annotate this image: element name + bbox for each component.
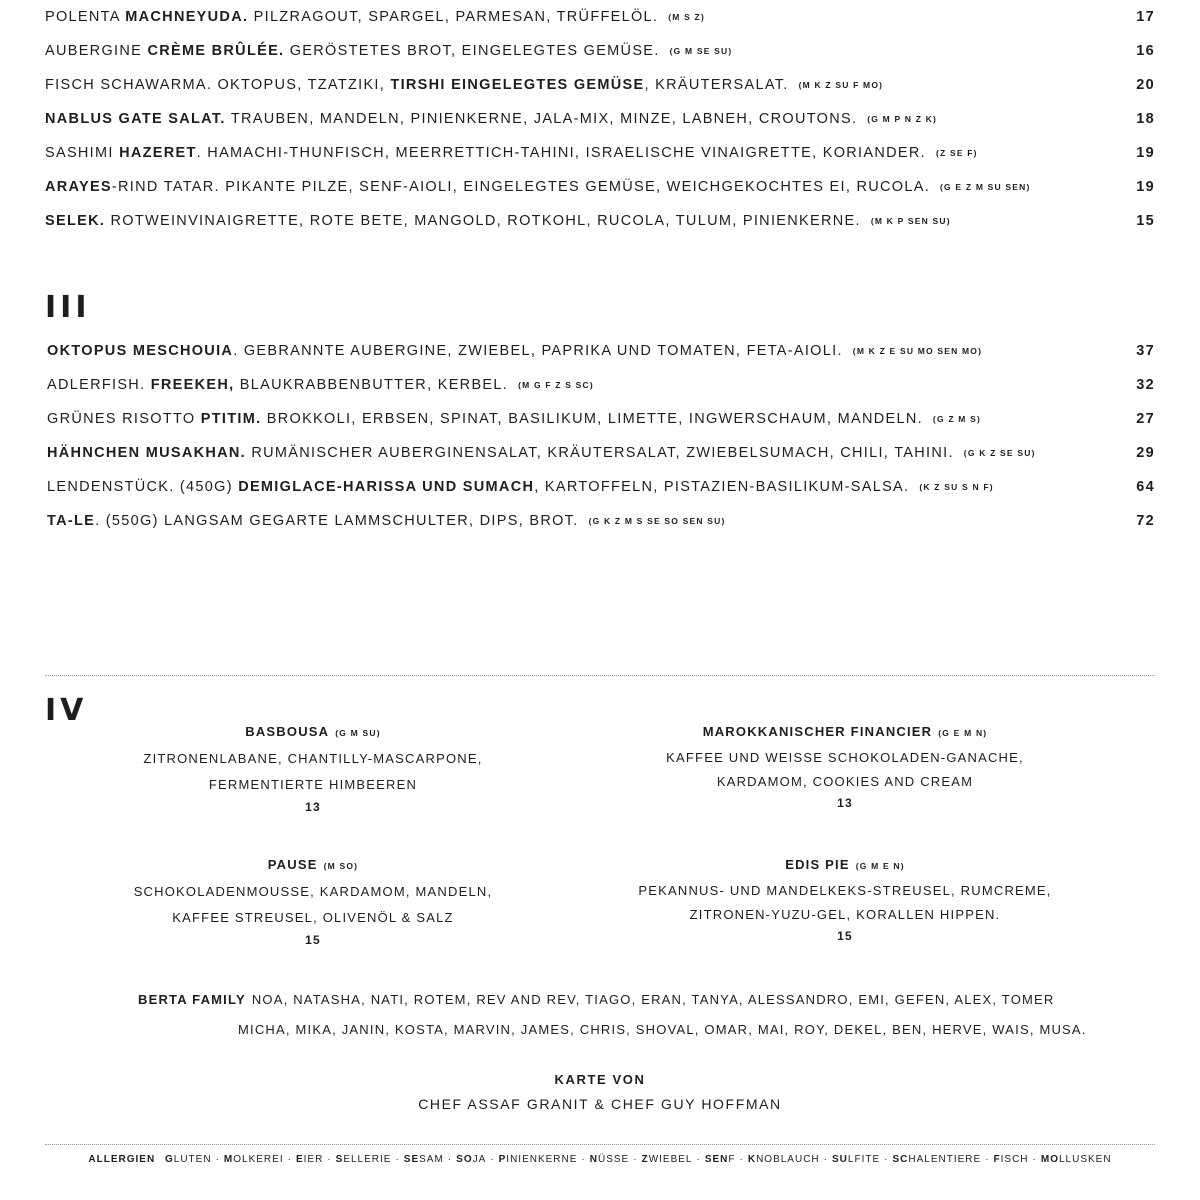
dessert-allergens: (M SO) (323, 861, 359, 871)
dessert-description-line: KAFFEE STREUSEL, OLIVENÖL & SALZ (172, 910, 454, 925)
item-name-prefix: POLENTA (45, 9, 126, 25)
item-price: 19 (1136, 145, 1155, 161)
item-price: 64 (1136, 479, 1155, 495)
section-numeral-iii: III (45, 290, 91, 325)
allergen-entry (456, 1154, 486, 1165)
allergen-separator: · (490, 1154, 495, 1165)
allergen-name-rest: F (728, 1154, 736, 1165)
allergen-entry (642, 1154, 693, 1165)
allergen-separator: · (327, 1154, 332, 1165)
allergen-entry (499, 1154, 578, 1165)
item-description: , KRÄUTERSALAT. (644, 77, 789, 93)
menu-item (45, 111, 1155, 127)
item-price: 32 (1136, 377, 1155, 393)
menu-item (45, 145, 1155, 161)
menu-item (47, 445, 1155, 461)
allergen-code: S (335, 1154, 344, 1165)
item-description: . GEBRANNTE AUBERGINE, ZWIEBEL, PAPRIKA UND TOMATEN, FETA-AIOLI. (233, 343, 843, 359)
allergen-separator: · (823, 1154, 828, 1165)
allergen-name-rest: IER (303, 1154, 324, 1165)
item-name-prefix: LENDENSTÜCK. (450G) (47, 479, 239, 495)
item-price: 29 (1136, 445, 1155, 461)
allergen-name-rest: INIENKERNE (506, 1154, 578, 1165)
item-allergens: (G K Z M S SE SO SEN SU) (588, 516, 726, 526)
item-allergens: (G Z M S) (932, 414, 982, 424)
menu-item (47, 343, 1155, 359)
item-name: ARAYES (45, 179, 112, 195)
dessert-name: MAROKKANISCHER FINANCIER (702, 724, 933, 739)
item-name: TIRSHI EINGELEGTES GEMÜSE (390, 77, 645, 93)
dessert-description-line: FERMENTIERTE HIMBEEREN (208, 777, 418, 792)
item-price: 19 (1136, 179, 1155, 195)
item-name: CRÈME BRÛLÉE. (147, 43, 285, 59)
dessert-price: 13 (305, 800, 321, 814)
allergen-entry (224, 1154, 284, 1165)
menu-item (45, 213, 1155, 229)
dessert-description-line: KARDAMOM, COOKIES AND CREAM (716, 774, 974, 789)
item-description: ROTWEINVINAIGRETTE, ROTE BETE, MANGOLD, ROTKOHL, RUCOLA, TULUM, PINIENKERNE. (105, 213, 861, 229)
item-name-prefix: GRÜNES RISOTTO (47, 411, 201, 427)
item-price: 17 (1136, 9, 1155, 25)
item-name-prefix: ADLERFISH. (47, 377, 151, 393)
allergen-separator: · (985, 1154, 990, 1165)
allergen-entry (832, 1154, 880, 1165)
item-name: OKTOPUS MESCHOUIA (47, 343, 234, 359)
allergen-code: SEN (704, 1154, 729, 1165)
allergen-name-rest: WIEBEL (648, 1154, 693, 1165)
allergen-name-rest: HALENTIERE (908, 1154, 982, 1165)
allergen-separator: · (447, 1154, 453, 1165)
allergen-code: SE (403, 1154, 420, 1165)
item-allergens: (G E Z M SU SEN) (940, 182, 1031, 192)
allergen-code: SU (832, 1154, 848, 1165)
menu-item (47, 479, 1155, 495)
item-name-prefix: FISCH SCHAWARMA. OKTOPUS, TZATZIKI, (45, 77, 391, 93)
item-description: RUMÄNISCHER AUBERGINENSALAT, KRÄUTERSALAT, ZWIEBELSUMACH, CHILI, TAHINI. (246, 445, 954, 461)
item-price: 72 (1136, 513, 1155, 529)
item-price: 20 (1136, 77, 1155, 93)
dessert-allergens: (G E M N) (938, 728, 988, 738)
allergen-entry (1041, 1154, 1112, 1165)
allergen-legend-items (165, 1154, 1112, 1165)
item-description: BLAUKRABBENBUTTER, KERBEL. (234, 377, 509, 393)
menu-credit-title: KARTE VON (554, 1072, 646, 1087)
allergen-separator: · (696, 1154, 701, 1165)
allergen-legend (0, 1154, 1200, 1165)
dessert-item (610, 719, 1080, 810)
menu-item (45, 43, 1155, 59)
item-name: NABLUS GATE SALAT. (45, 111, 226, 127)
item-name: FREEKEH, (150, 377, 235, 393)
dessert-allergens: (G M E N) (855, 861, 905, 871)
allergen-code: M (223, 1154, 234, 1165)
dessert-description-line: PEKANNUS- UND MANDELKEKS-STREUSEL, RUMCREME, (638, 883, 1052, 898)
staff-names: NOA, NATASHA, NATI, ROTEM, REV AND REV, TIAGO, ERAN, TANYA, ALESSANDRO, EMI, GEFEN, ALEX, TOMER (251, 992, 1055, 1007)
item-allergens: (G M P N Z K) (867, 114, 938, 124)
staff-names: MICHA, MIKA, JANIN, KOSTA, MARVIN, JAMES, CHRIS, SHOVAL, OMAR, MAI, ROY, DEKEL, BEN, HERVE, WAIS, MUSA. (238, 1022, 1087, 1037)
menu-item (47, 377, 1155, 393)
dessert-description-line: SCHOKOLADENMOUSSE, KARDAMOM, MANDELN, (133, 884, 493, 899)
allergen-separator: · (287, 1154, 292, 1165)
dessert-price: 15 (305, 933, 321, 947)
allergen-entry (165, 1154, 212, 1165)
dessert-name: EDIS PIE (785, 857, 850, 872)
allergen-entry (590, 1154, 629, 1165)
item-price: 37 (1136, 343, 1155, 359)
allergen-entry (994, 1154, 1029, 1165)
item-allergens: (M K Z E SU MO SEN MO) (852, 346, 983, 356)
item-name: HÄHNCHEN MUSAKHAN. (47, 445, 247, 461)
allergen-name-rest: ELLERIE (343, 1154, 392, 1165)
menu-item (45, 179, 1155, 195)
allergen-name-rest: LFITE (847, 1154, 881, 1165)
dessert-price: 13 (837, 796, 853, 810)
allergen-code: N (589, 1154, 598, 1165)
allergen-code: MO (1040, 1154, 1059, 1165)
allergen-name-rest: SAM (419, 1154, 444, 1165)
allergen-code: K (747, 1154, 757, 1165)
item-price: 18 (1136, 111, 1155, 127)
allergen-code: G (164, 1154, 174, 1165)
staff-credits-label: BERTA FAMILY (138, 992, 246, 1007)
allergen-entry (404, 1154, 444, 1165)
allergen-separator: · (884, 1154, 889, 1165)
allergen-separator: · (633, 1154, 638, 1165)
item-price: 27 (1136, 411, 1155, 427)
section-numeral-iv: IV (45, 693, 88, 728)
item-name-prefix: SASHIMI (45, 145, 120, 161)
allergen-code: P (498, 1154, 507, 1165)
item-allergens: (M S Z) (668, 12, 705, 22)
item-allergens: (Z SE F) (935, 148, 978, 158)
allergen-code: Z (641, 1154, 649, 1165)
allergen-separator: · (1032, 1154, 1037, 1165)
item-price: 16 (1136, 43, 1155, 59)
item-description: BROKKOLI, ERBSEN, SPINAT, BASILIKUM, LIMETTE, INGWERSCHAUM, MANDELN. (261, 411, 923, 427)
dessert-item (610, 852, 1080, 943)
menu-item (47, 411, 1155, 427)
allergen-separator: · (581, 1154, 586, 1165)
item-description: , KARTOFFELN, PISTAZIEN-BASILIKUM-SALSA. (534, 479, 910, 495)
allergen-code: SC (892, 1154, 909, 1165)
item-name: MACHNEYUDA. (125, 9, 249, 25)
menu-item (47, 513, 1155, 529)
allergen-code: F (993, 1154, 1001, 1165)
allergen-name-rest: ÜSSE (598, 1154, 630, 1165)
allergen-entry (892, 1154, 981, 1165)
item-allergens: (M K P SEN SU) (870, 216, 951, 226)
allergen-name-rest: NOBLAUCH (756, 1154, 820, 1165)
section-divider (45, 675, 1155, 676)
dessert-description-line: KAFFEE UND WEISSE SCHOKOLADEN-GANACHE, (666, 750, 1024, 765)
item-description: PILZRAGOUT, SPARGEL, PARMESAN, TRÜFFELÖL. (248, 9, 659, 25)
item-price: 15 (1136, 213, 1155, 229)
dessert-price: 15 (837, 929, 853, 943)
item-name-prefix: AUBERGINE (45, 43, 148, 59)
item-name: SELEK. (45, 213, 106, 229)
allergen-name-rest: OLKEREI (233, 1154, 284, 1165)
staff-credits-line (138, 992, 1055, 1007)
allergen-entry (705, 1154, 736, 1165)
menu-item (45, 77, 1155, 93)
allergen-legend-label: ALLERGIEN (88, 1154, 156, 1165)
item-allergens: (G K Z SE SU) (963, 448, 1036, 458)
allergen-entry (748, 1154, 820, 1165)
item-description: . (550G) LANGSAM GEGARTE LAMMSCHULTER, DIPS, BROT. (95, 513, 579, 529)
allergen-entry (296, 1154, 323, 1165)
footer-divider (45, 1144, 1155, 1145)
item-name: TA-LE (47, 513, 96, 529)
allergen-entry (336, 1154, 392, 1165)
item-name: DEMIGLACE-HARISSA UND SUMACH (238, 479, 535, 495)
menu-item (45, 9, 1155, 25)
dessert-description-line: ZITRONEN-YUZU-GEL, KORALLEN HIPPEN. (689, 907, 1001, 922)
allergen-separator: · (739, 1154, 744, 1165)
allergen-name-rest: ISCH (1000, 1154, 1029, 1165)
allergen-name-rest: JA (472, 1154, 487, 1165)
item-allergens: (G M SE SU) (669, 46, 733, 56)
allergen-separator: · (395, 1154, 400, 1165)
dessert-description-line: ZITRONENLABANE, CHANTILLY-MASCARPONE, (143, 751, 483, 766)
item-description: -RIND TATAR. PIKANTE PILZE, SENF-AIOLI, EINGELEGTES GEMÜSE, WEICHGEKOCHTES EI, RUCOLA. (111, 179, 931, 195)
dessert-name: PAUSE (267, 857, 318, 872)
allergen-code: SO (456, 1154, 473, 1165)
allergen-code: E (295, 1154, 304, 1165)
item-description: TRAUBEN, MANDELN, PINIENKERNE, JALA-MIX, MINZE, LABNEH, CROUTONS. (225, 111, 858, 127)
item-name: PTITIM. (200, 411, 262, 427)
menu-credit-chefs: CHEF ASSAF GRANIT & CHEF GUY HOFFMAN (418, 1096, 782, 1112)
item-name: HAZERET (119, 145, 197, 161)
item-allergens: (M G F Z S SC) (518, 380, 594, 390)
allergen-name-rest: LLUSKEN (1059, 1154, 1112, 1165)
item-description: GERÖSTETES BROT, EINGELEGTES GEMÜSE. (284, 43, 660, 59)
allergen-separator: · (215, 1154, 220, 1165)
item-description: . HAMACHI-THUNFISCH, MEERRETTICH-TAHINI, ISRAELISCHE VINAIGRETTE, KORIANDER. (196, 145, 926, 161)
dessert-name: BASBOUSA (245, 724, 330, 739)
dessert-item (78, 719, 548, 814)
item-allergens: (K Z SU S N F) (919, 482, 994, 492)
allergen-name-rest: LUTEN (173, 1154, 212, 1165)
dessert-item (78, 852, 548, 947)
staff-credits-line (238, 1022, 1087, 1037)
item-allergens: (M K Z SU F MO) (798, 80, 884, 90)
dessert-allergens: (G M SU) (335, 728, 381, 738)
